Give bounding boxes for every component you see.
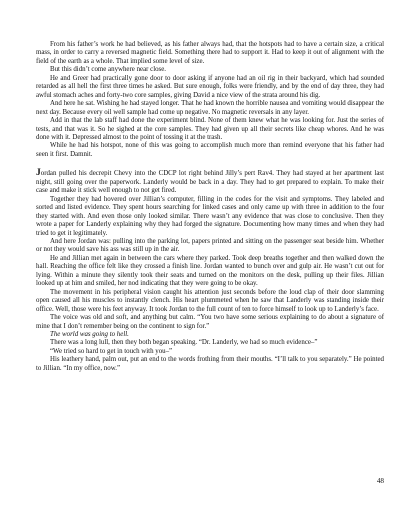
paragraph: But this didn’t come anywhere near close. — [50, 66, 167, 74]
italic-line: The world was going to hell. — [50, 330, 129, 338]
paragraph: And here he sat. Wishing he had stayed longer. That he had known the horrible nausea and vomiting would disappear the next day. Because every oil well sample had come up negative. No magnetic reversals in any layer. — [36, 100, 384, 116]
paragraph: There was a long lull, then they both began speaking. “Dr. Landerly, we had so much evidence–” — [50, 339, 318, 347]
paragraph: While he had his hotspot, none of this was going to accomplish much more than remind everyone that his father had seen it first. Damnit. — [36, 142, 384, 158]
paragraph: And here Jordan was: pulling into the parking lot, papers printed and sitting on the passenger seat beside him. Whether or not they would save his ass was still up in the air. — [36, 237, 384, 254]
section-break — [36, 159, 384, 169]
paragraph: “We tried so hard to get in touch with you–” — [50, 347, 173, 355]
paragraph: The voice was old and soft, and anything but calm. “You two have some serious explaining to do about a signature of mine that I don’t remember being on the continent to sign for.” — [36, 314, 384, 330]
paragraph: From his father’s work he had believed, as his father always had, that the hotspots had to have a certain size, a critical mass, in order to carry a reversed magnetic field. Something there had to support it. Had to keep it out of alignment with the field of the earth as a whole. That implied some level of size. — [36, 41, 384, 65]
paragraph: Add in that the lab staff had done the experiment blind. None of them knew what he was looking for. Just the series of tests, and that was it. So he sighed at the core samples. They had given up all their secrets like cheap whores. And he was done with it. Depressed almost to the point of tossing it at the trash. — [36, 117, 384, 141]
paragraph: He and Jillian met again in between the cars where they parked. Took deep breaths together and then walked down the hall. Reaching the office felt like they crossed a finish line. Jordan wanted to bunch over and gulp air. He wasn’t cut out for lying. Within a minute they silently took their seats and turned on the monitors on the desk, pulling up their files. Jillian looked up at him and smiled, her nod indicating that they were going to be okay. — [36, 254, 384, 288]
drop-cap: J — [36, 168, 41, 179]
paragraph: His leathery hand, palm out, put an end to the words frothing from their mouths. “I’ll talk to you separately.” He pointed to Jillian. “In my office, now.” — [36, 356, 384, 372]
page-number: 48 — [376, 477, 384, 485]
paragraph: He and Greer had practically gone door to door asking if anyone had an oil rig in their backyard, which had sounded retarded as all hell the first three times he asked. But sure enough, folks were friendly, and by the end of day three, they had awful stomach aches and forty-two core samples, giving David a nice view of the strata around his dig. — [36, 74, 384, 99]
chapter-opening-paragraph — [36, 169, 384, 195]
opening-text: ordan pulled his decrepit Chevy into the CDCP lot right behind Jilly’s pert Rav4. They had stayed at her apartment last night, still going over the paperwork. Landerly would be back in a day. They had to get prepared to explain. To make their case and make it stick well enough to not get fired. — [36, 170, 384, 195]
paragraph: The movement in his peripheral vision caught his attention just seconds before the loud clap of their door slamming open caused all his muscles to instantly clench. His heart plummeted when he saw that Landerly was standing inside their office. Well, those were his feet anyway. It took Jordan to the full count of ten to force himself to look up to Landerly’s face. — [36, 288, 384, 313]
paragraph: Together they had hovered over Jillian’s computer, filling in the codes for the visit and symptoms. They labeled and sorted and listed evidence. They spent hours searching for linked cases and only came up with three in addition to the four they started with. And even those only looked similar. There wasn’t any evidence that was close to conclusive. Then they wrote a paper for Landerly explaining why they had forged the signature. Documenting how many times and when they had tried to get it legitimately. — [36, 195, 384, 237]
